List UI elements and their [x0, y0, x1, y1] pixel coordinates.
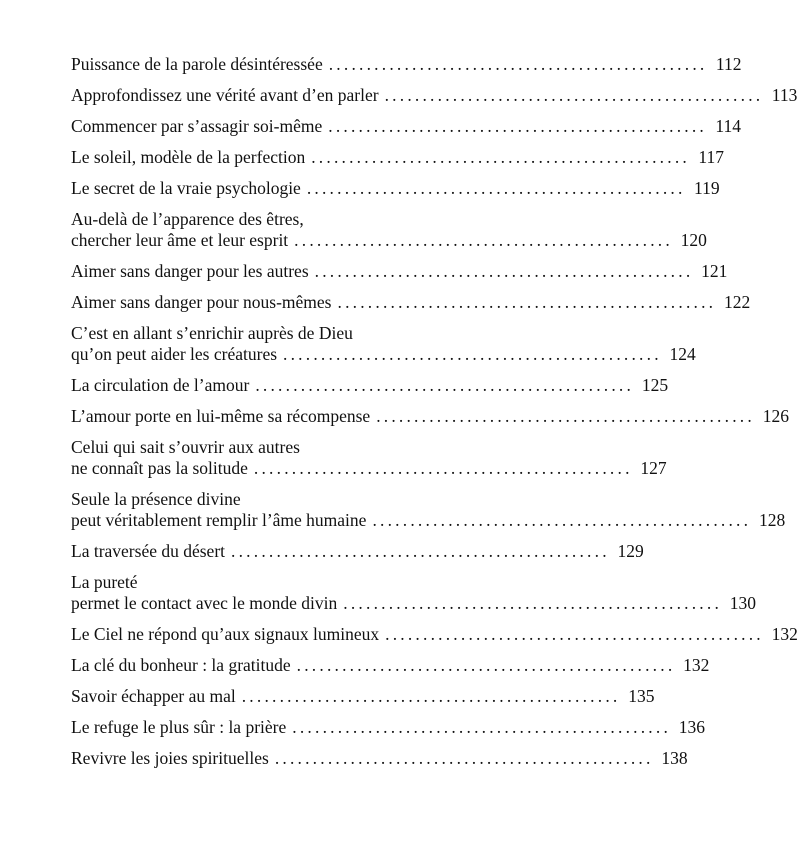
toc-page-number: 129	[617, 541, 644, 561]
dot-leader: ..................................................	[296, 655, 676, 675]
dot-leader: ..................................................	[294, 230, 673, 250]
toc-entry[interactable]	[71, 437, 667, 479]
toc-page-number: 119	[693, 178, 720, 198]
dot-leader: ..................................................	[283, 344, 662, 364]
toc-entry-title: La circulation de l’amour	[71, 375, 250, 395]
toc-entry-title: permet le contact avec le monde divin	[71, 593, 338, 613]
toc-entry[interactable]	[71, 748, 688, 769]
toc-page-number: 120	[680, 230, 707, 250]
dot-leader: ..................................................	[337, 292, 717, 312]
toc-entry-title-line-1: Seule la présence divine	[71, 489, 241, 509]
dot-leader: ..................................................	[376, 406, 755, 426]
toc-entry-title: Puissance de la parole désintéressée	[71, 54, 323, 74]
toc-page-number: 121	[701, 261, 728, 281]
toc-entry[interactable]	[71, 717, 706, 738]
dot-leader: ..................................................	[231, 541, 610, 561]
toc-entry-title: Commencer par s’assagir soi-même	[71, 116, 323, 136]
toc-line	[71, 717, 706, 738]
toc-entry-title: Le soleil, modèle de la perfection	[71, 147, 306, 167]
toc-entry-title: Savoir échapper au mal	[71, 686, 236, 706]
dot-leader: ..................................................	[385, 624, 764, 644]
toc-entry-title: La clé du bonheur : la gratitude	[71, 655, 291, 675]
toc-entry-title: Aimer sans danger pour nous-mêmes	[71, 292, 332, 312]
dot-leader: ..................................................	[253, 458, 633, 478]
toc-entry-title: La traversée du désert	[71, 541, 226, 561]
toc-line	[71, 54, 742, 75]
toc-page-number: 130	[729, 593, 757, 613]
toc-entry[interactable]	[71, 655, 710, 676]
toc-entry[interactable]	[71, 178, 720, 199]
toc-line	[71, 85, 798, 106]
toc-line	[71, 593, 757, 614]
toc-page-number: 135	[628, 686, 655, 706]
toc-entry[interactable]	[71, 85, 798, 106]
toc-line	[71, 541, 644, 562]
dot-leader: ..................................................	[255, 375, 635, 395]
toc-page-number: 132	[771, 624, 798, 644]
toc-entry-title: qu’on peut aider les créatures	[71, 344, 278, 364]
toc-line	[71, 655, 710, 676]
toc-entry-title: Aimer sans danger pour les autres	[71, 261, 309, 281]
toc-entry[interactable]	[71, 323, 696, 365]
dot-leader: ..................................................	[311, 147, 690, 167]
toc-entry-title: Le Ciel ne répond qu’aux signaux lumineux	[71, 624, 380, 644]
toc-page-number: 138	[661, 748, 688, 768]
toc-page-number: 122	[724, 292, 751, 312]
toc-entry-title: Revivre les joies spirituelles	[71, 748, 269, 768]
dot-leader: ..................................................	[306, 178, 686, 198]
dot-leader: ..................................................	[343, 593, 723, 613]
toc-entry[interactable]	[71, 116, 741, 137]
toc-entry[interactable]	[71, 541, 644, 562]
dot-leader: ..................................................	[274, 748, 654, 768]
toc-entry[interactable]	[71, 686, 655, 707]
toc-line	[71, 147, 724, 168]
toc-page-number: 114	[715, 116, 741, 136]
dot-leader: ..................................................	[372, 510, 752, 530]
toc-line	[71, 748, 688, 769]
dot-leader: ..................................................	[328, 116, 707, 136]
toc-entry[interactable]	[71, 261, 728, 282]
toc-page-number: 112	[715, 54, 742, 74]
toc-entry[interactable]	[71, 489, 786, 531]
toc-entry-title: Approfondissez une vérité avant d’en parler	[71, 85, 379, 105]
toc-entry-title-line-1: La pureté	[71, 572, 138, 592]
toc-line	[71, 261, 728, 282]
toc-page-number: 126	[762, 406, 789, 426]
toc-line	[71, 406, 789, 427]
toc-page-number: 136	[678, 717, 706, 737]
dot-leader: ..................................................	[241, 686, 621, 706]
toc-line	[71, 344, 696, 365]
dot-leader: ..................................................	[314, 261, 694, 281]
toc-entry-title-line-1: Celui qui sait s’ouvrir aux autres	[71, 437, 300, 457]
toc-line	[71, 510, 786, 531]
toc-entry-title-line-1: C’est en allant s’enrichir auprès de Dieu	[71, 323, 353, 343]
toc-entry-title: ne connaît pas la solitude	[71, 458, 248, 478]
toc-page-number: 132	[683, 655, 710, 675]
toc-line	[71, 458, 667, 479]
toc-entry-title: peut véritablement remplir l’âme humaine	[71, 510, 367, 530]
toc-entry[interactable]	[71, 209, 707, 251]
dot-leader: ..................................................	[328, 54, 708, 74]
toc-page-number: 113	[771, 85, 798, 105]
table-of-contents	[71, 54, 798, 779]
toc-entry[interactable]	[71, 572, 757, 614]
toc-page-number: 125	[641, 375, 669, 395]
toc-entry[interactable]	[71, 406, 789, 427]
dot-leader: ..................................................	[384, 85, 764, 105]
toc-line	[71, 375, 669, 396]
toc-line	[71, 230, 707, 251]
toc-entry[interactable]	[71, 54, 742, 75]
toc-page-number: 128	[758, 510, 786, 530]
toc-entry[interactable]	[71, 147, 724, 168]
toc-entry-title-line-1: Au-delà de l’apparence des êtres,	[71, 209, 304, 229]
toc-line	[71, 686, 655, 707]
toc-line	[71, 292, 751, 313]
toc-page-number: 124	[669, 344, 696, 364]
toc-entry-title: Le secret de la vraie psychologie	[71, 178, 301, 198]
toc-entry-title: Le refuge le plus sûr : la prière	[71, 717, 287, 737]
toc-entry[interactable]	[71, 375, 669, 396]
toc-entry[interactable]	[71, 292, 751, 313]
toc-entry-title: L’amour porte en lui-même sa récompense	[71, 406, 371, 426]
toc-page-number: 127	[640, 458, 667, 478]
toc-entry-title: chercher leur âme et leur esprit	[71, 230, 289, 250]
toc-page-number: 117	[698, 147, 724, 167]
toc-line	[71, 116, 741, 137]
toc-line	[71, 624, 798, 645]
toc-entry[interactable]	[71, 624, 798, 645]
dot-leader: ..................................................	[292, 717, 672, 737]
toc-line	[71, 178, 720, 199]
